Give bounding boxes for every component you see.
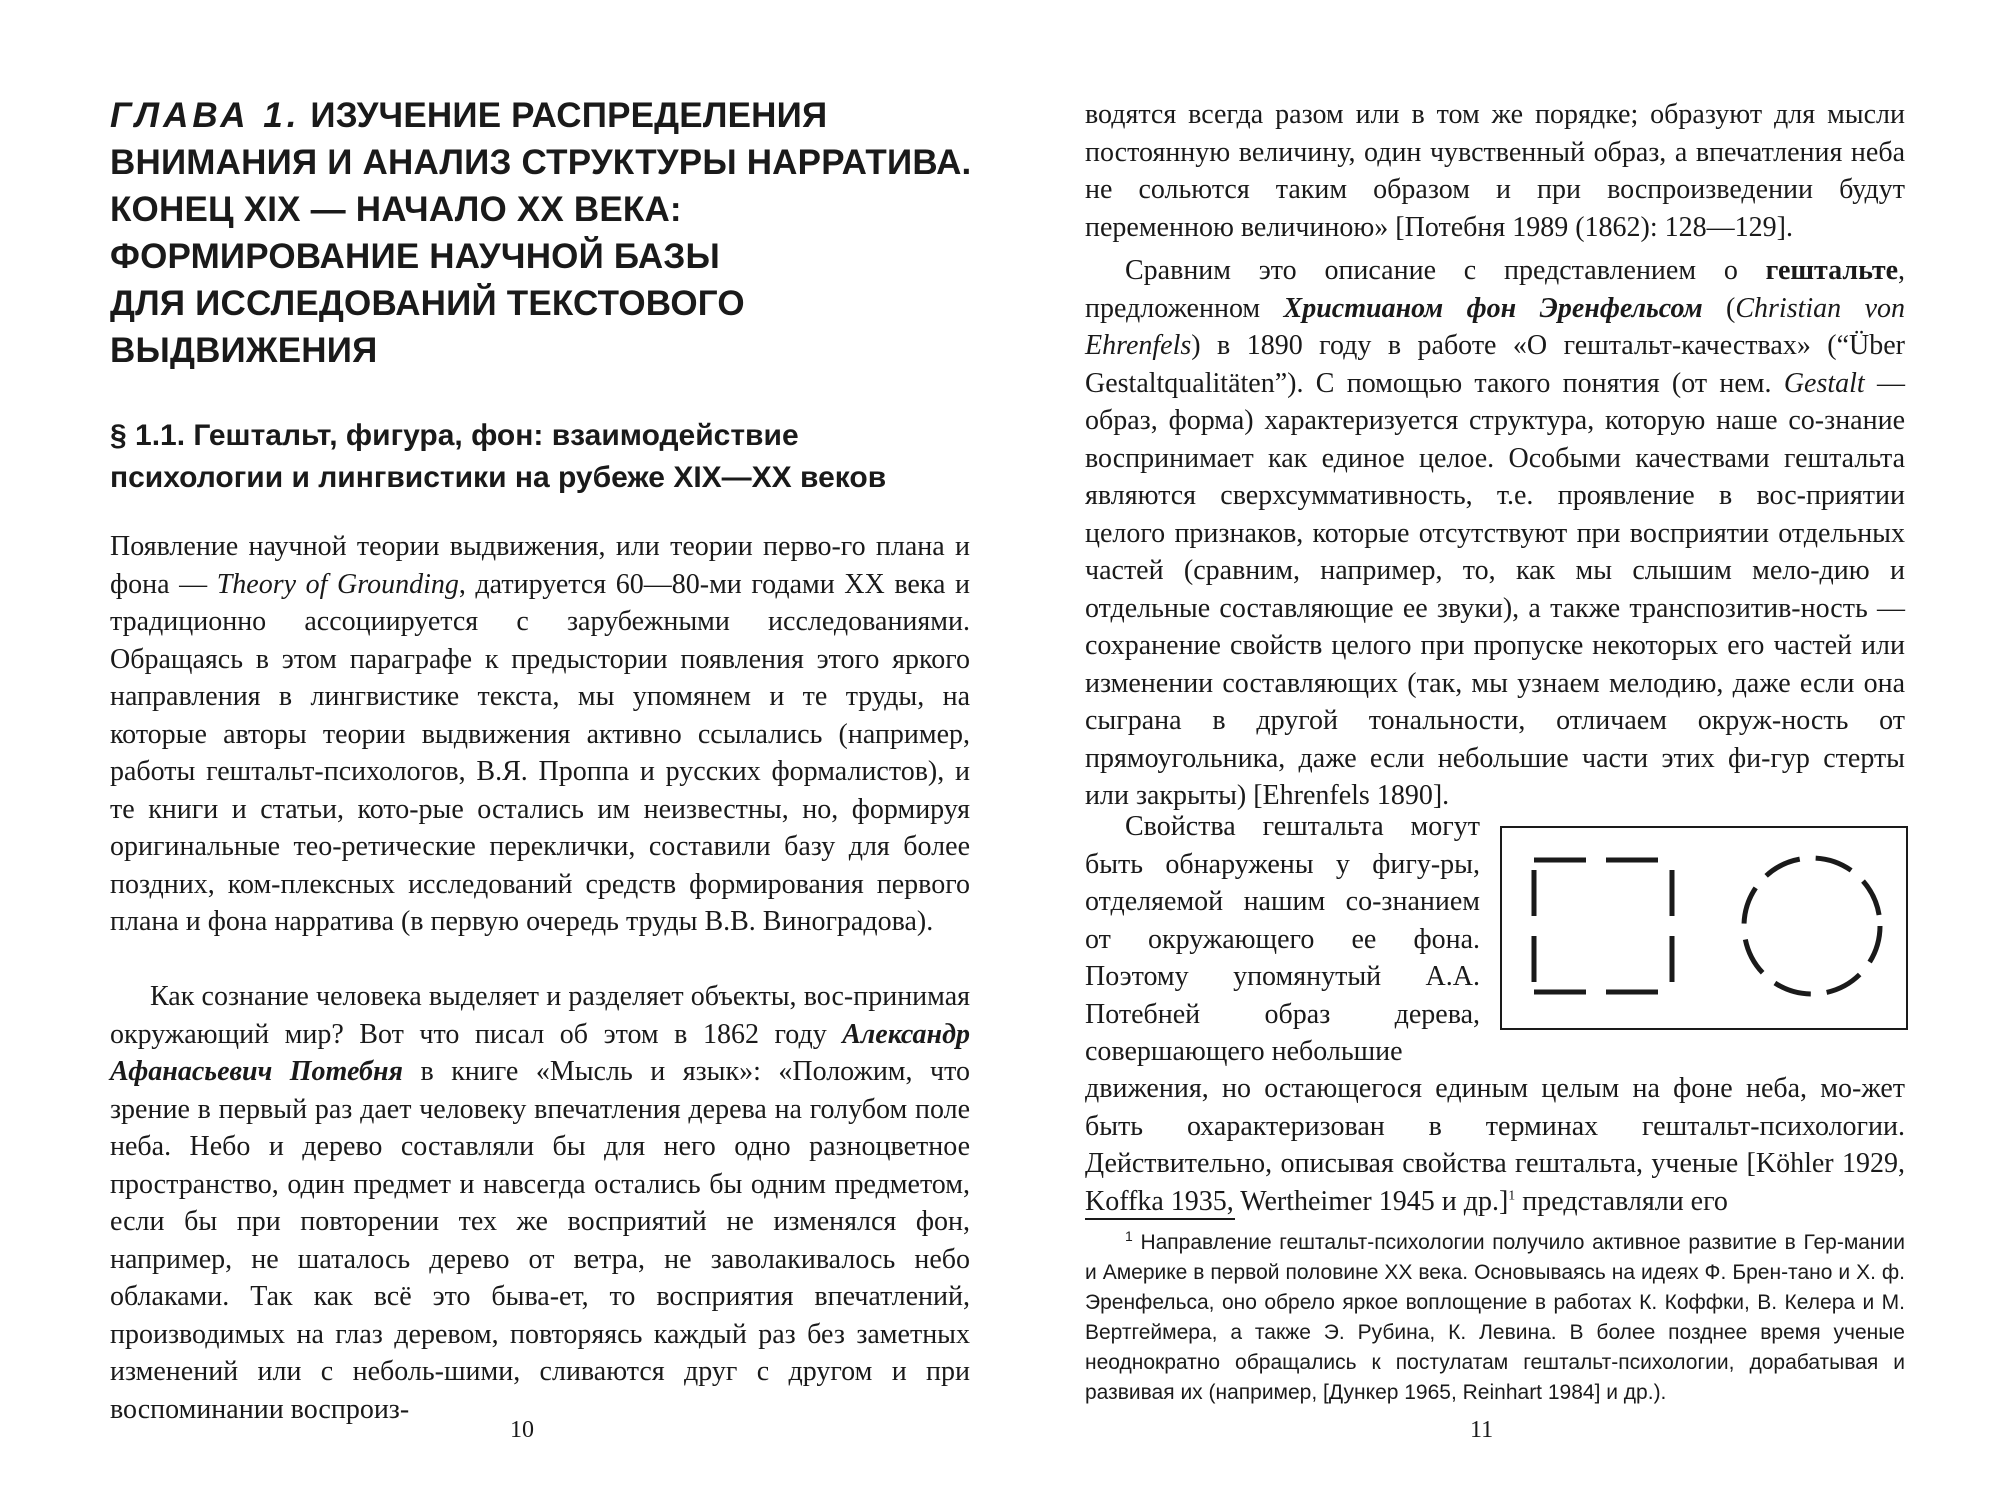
section-title [110,415,990,499]
right-paragraph-2-text-b: , предложенном [1085,255,1905,324]
continued-paragraph [1085,1070,1905,1220]
page-number-right: 11 [1470,1417,1494,1443]
right-paragraph-2-text-a: Сравним это описание с представлением о [1125,255,1766,286]
section-title-line-1: § 1.1. Гештальт, фигура, фон: взаимодействие [110,419,799,452]
page-number-left: 10 [510,1417,534,1443]
right-paragraph-2 [1085,252,1905,815]
term-gestalt-german: Gestalt [1783,367,1865,399]
paragraph-1-text-b: , датируется 60—80-ми годами XX века и традиционно ассоциируется с зарубежными исследованиями. Обращаясь в этом параграфе к предыстории появления этого яркого направления в лингвистике текста, мы упомянем и те труды, на которые авторы теории выдвижения активно ссылались (например, работы гештальт-психологов, В.Я. Проппа и русских формалистов), и те книги и статьи, кото-рые остались им неизвестны, но, формируя оригинальные тео-ретические переклички, составили базу для более поздних, ком-плексных исследований средств формирования первого плана и фона нарратива (в первую очередь труды В.В. Виноградова). [110,568,970,937]
paragraph-1-text-a: Появление научной теории выдвижения, или теории перво-го плана и фона — [110,531,970,600]
right-paragraph-1: водятся всегда разом или в том же порядке; образуют для мысли постоянную величину, один чувственный образ, а впечатления неба не сольются таким образом и при воспроизведении будут переменною величиною» [Потебня 1989 (1862): 128—129]. [1085,99,1905,243]
footnote-reference: 1 [1508,1188,1516,1204]
right-paragraph-2-text-c: ( [1702,292,1736,324]
chapter-title-line-5: ДЛЯ ИССЛЕДОВАНИЙ ТЕКСТОВОГО ВЫДВИЖЕНИЯ [110,284,745,370]
paragraph-2-text-a: Как сознание человека выделяет и разделяет объекты, вос-принимая окружающий мир? Вот что писал об этом в 1862 году [110,981,970,1050]
paragraph-2-text-b: в книге «Мысль и язык»: «Положим, что зрение в первый раз дает человеку впечатления дерева на голубом поле неба. Небо и дерево составляли бы для него одно разноцветное пространство, один предмет и навсегда остались бы одним предметом, если бы при повторении тех же восприятий не изменялся фон, например, не шаталось дерево от ветра, не заволакивалось небо облаками. Так как всё это быва-ет, то восприятия впечатлений, производимых на глаз деревом, повторяясь каждый раз без заметных изменений или с неболь-шими, сливаются друг с другом и при воспоминании воспроиз- [110,1056,970,1425]
term-gestalt: гештальте [1765,255,1898,286]
dashed-circle [1744,858,1880,994]
section-title-line-2: психологии и лингвистики на рубеже XIX—XX веков [110,461,887,494]
footnote-mark: 1 [1125,1228,1133,1244]
author-ehrenfels: Христианом фон Эренфельсом [1283,292,1703,324]
gestalt-figure [1500,826,1908,1030]
wrapped-paragraph: Свойства гештальта могут быть обнаружены у фигу-ры, отделяемой нашим со-знанием от окружающего ее фона. Поэтому упомянутый А.А. Потебней образ дерева, совершающего небольшие [1085,811,1480,1067]
chapter-title-line-2: ВНИМАНИЯ И АНАЛИЗ СТРУКТУРЫ НАРРАТИВА. [110,143,972,182]
chapter-title-line-1: ИЗУЧЕНИЕ РАСПРЕДЕЛЕНИЯ [310,96,828,135]
right-paragraph-2-text-d: ) в 1890 году в работе «О гештальт-качествах» (“Über Gestaltqualitäten”). С помощью такого понятия (от нем. [1085,330,1905,399]
right-paragraph-2-text-e: — образ, форма) характеризуется структура, которую наше со-знание воспринимает как единое целое. Особыми качествами гештальта являются сверхсуммативность, т.е. проявление в вос-приятии целого признаков, которые отсутствуют при восприятии отдельных частей (сравним, например, то, как мы слышим мело-дию и отдельные составляющие ее звуки), а также транспозитив-ность — сохранение свойств целого при пропуске некоторых его частей или изменении составляющих (так, мы узнаем мелодию, даже если она сыграна в другой тональности, отличаем окруж-ность от прямоугольника, даже если небольшие части этих фи-гур стерты или закрыты) [Ehrenfels 1890]. [1085,367,1905,811]
footnote-divider [1085,1218,1235,1220]
chapter-title [110,92,1010,374]
paragraph-2 [110,978,970,1428]
chapter-number: ГЛАВА 1. [110,96,301,135]
footnote-text: Направление гештальт-психологии получило активное развитие в Гер-мании и Америке в первой половине XX века. Основываясь на идеях Ф. Брен-тано и Х. ф. Эренфельса, оно обрело яркое воплощение в работах К. Коффки, В. Келера и М. Вертгеймера, а также Э. Рубина, К. Левина. В более позднее время ученые неоднократно обращались к постулатам гештальт-психологии, дорабатывая и развивая их (например, [Дункер 1965, Reinhart 1984] и др.). [1085,1231,1905,1404]
continued-paragraph-text-a: движения, но остающегося единым целым на фоне неба, мо-жет быть охарактеризован в терминах гештальт-психологии. Действительно, описывая свойства гештальта, ученые [Köhler 1929, Koffka 1935, Wertheimer 1945 и др.] [1085,1073,1905,1217]
author-ehrenfels-latin: Christian von Ehrenfels [1085,292,1906,361]
chapter-title-line-4: ФОРМИРОВАНИЕ НАУЧНОЙ БАЗЫ [110,237,720,276]
right-page [1085,0,1915,1494]
left-page [110,0,970,1494]
continued-paragraph-text-b: представляли его [1515,1185,1728,1217]
paragraph-2-author: Александр Афанасьевич Потебня [110,1018,970,1087]
paragraph-1-italic: Theory of Grounding [216,568,459,600]
footnote [1085,1228,1905,1408]
gestalt-figure-svg [1502,828,1906,1028]
paragraph-1 [110,528,970,941]
chapter-title-line-3: КОНЕЦ XIX — НАЧАЛО XX ВЕКА: [110,190,682,229]
